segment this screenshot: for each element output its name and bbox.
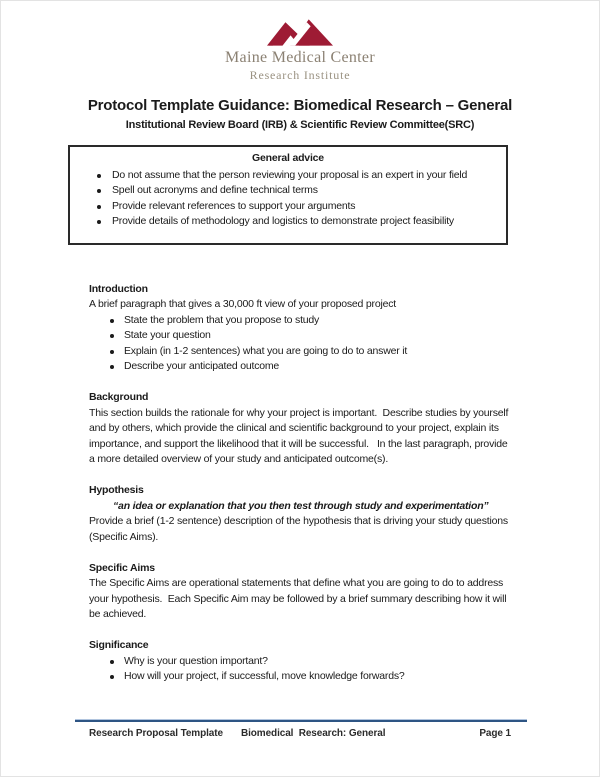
bullet-item: How will your project, if successful, move knowledge forwards? <box>109 669 515 685</box>
section-specific-aims <box>89 561 515 623</box>
advice-item: Spell out acronyms and define technical terms <box>95 183 496 199</box>
advice-list <box>80 168 496 230</box>
hypothesis-quote: “an idea or explanation that you then test through study and experimentation” <box>113 499 489 512</box>
footer-page-number: Page 1 <box>479 728 511 739</box>
org-name: Maine Medical Center <box>225 49 375 66</box>
footer-divider <box>75 719 527 722</box>
advice-item: Provide details of methodology and logistics to demonstrate project feasibility <box>95 214 496 230</box>
section-paragraph: This section builds the rationale for why your project is important. Describe studies by yourself and by others, which provide the clinical and scientific background to your project, explain its importance, and support the likelihood that it will be successful. In the last paragraph, provide a more detailed overview of your study and anticipated outcome(s). <box>89 406 511 465</box>
section-paragraph: The Specific Aims are operational statements that define what you are going to do to address your hypothesis. Each Specific Aim may be followed by a brief summary describing how it will be achieved. <box>89 577 510 620</box>
section-heading: Hypothesis <box>89 484 144 496</box>
bullet-item: Explain (in 1-2 sentences) what you are going to do to answer it <box>109 344 515 360</box>
bullet-item: Describe your anticipated outcome <box>109 359 515 375</box>
mmc-mountain-logo-icon <box>267 19 333 46</box>
advice-heading: General advice <box>252 152 324 164</box>
bullet-item: State your question <box>109 328 515 344</box>
section-significance <box>89 638 515 685</box>
bullet-item: Why is your question important? <box>109 654 515 670</box>
footer-document-name: Biomedical Research: General <box>241 728 386 739</box>
header-logo <box>1 1 599 82</box>
document-body <box>89 282 515 685</box>
section-lead: A brief paragraph that gives a 30,000 ft view of your proposed project <box>89 298 397 310</box>
bullet-list <box>89 654 515 685</box>
page-title: Protocol Template Guidance: Biomedical Research – General <box>87 97 513 114</box>
section-heading: Introduction <box>89 282 148 295</box>
footer-template-name: Research Proposal Template <box>89 728 223 739</box>
page-subtitle: Institutional Review Board (IRB) & Scientific Review Committee(SRC) <box>125 119 475 131</box>
section-introduction <box>89 282 515 375</box>
general-advice-box <box>68 145 508 245</box>
org-subtitle: Research Institute <box>249 68 351 82</box>
bullet-list <box>89 313 515 375</box>
section-heading: Specific Aims <box>89 561 155 574</box>
advice-item: Provide relevant references to support your arguments <box>95 199 496 215</box>
bullet-item: State the problem that you propose to study <box>109 313 515 329</box>
section-background <box>89 390 515 468</box>
section-hypothesis <box>89 483 515 545</box>
section-heading: Significance <box>89 639 149 651</box>
section-paragraph: Provide a brief (1-2 sentence) description of the hypothesis that is driving your study questions (Specific Aims). <box>89 515 511 543</box>
section-heading: Background <box>89 391 149 403</box>
advice-item: Do not assume that the person reviewing your proposal is an expert in your field <box>95 168 496 184</box>
